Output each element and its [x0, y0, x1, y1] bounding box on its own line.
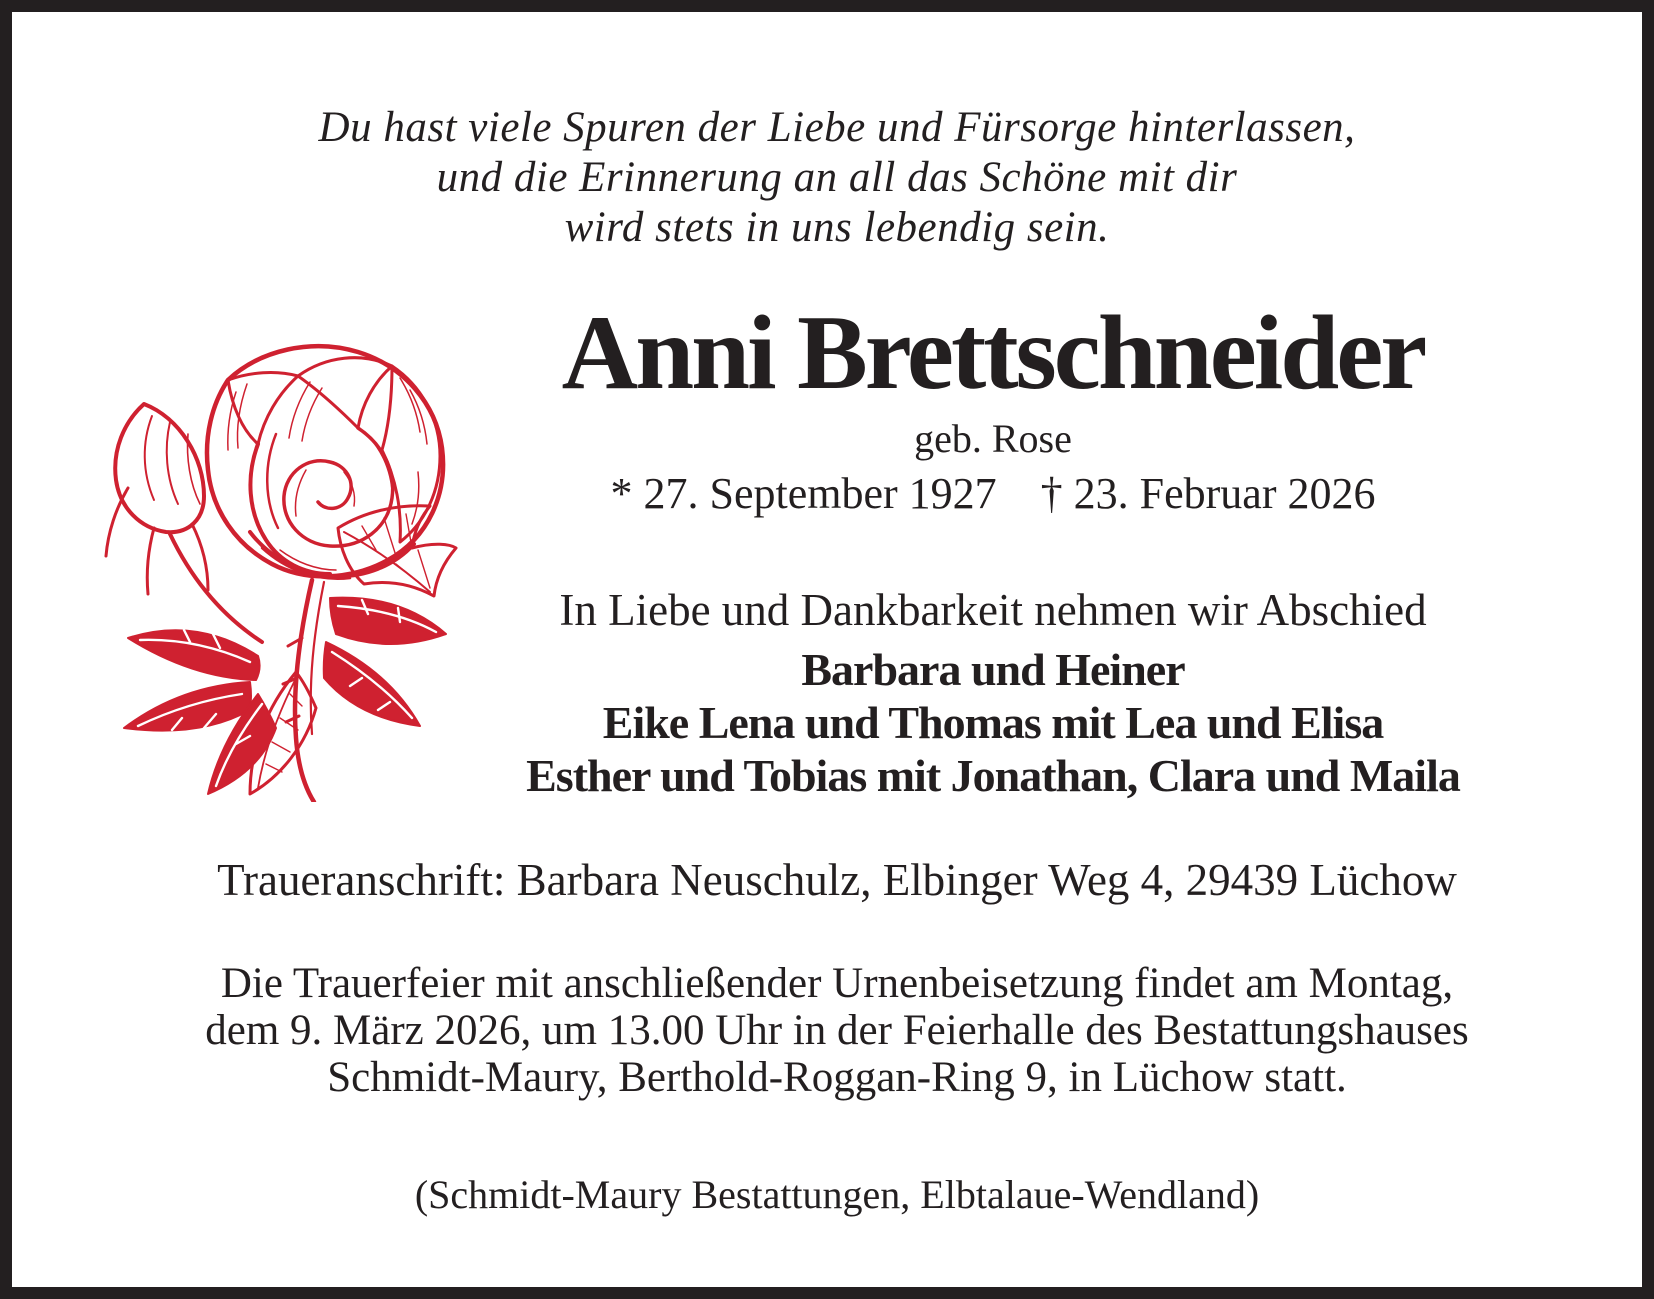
rose-icon — [100, 342, 460, 802]
epigraph — [32, 103, 1642, 253]
death-date: † 23. Februar 2026 — [1040, 469, 1376, 518]
mourner-line-1: Barbara und Heiner — [801, 644, 1185, 695]
service-line-3: Schmidt-Maury, Berthold-Roggan-Ring 9, in Lüchow statt. — [327, 1054, 1347, 1101]
life-dates — [344, 468, 1642, 520]
farewell-line: In Liebe und Dankbarkeit nehmen wir Abschied — [559, 585, 1427, 635]
birth-date: * 27. September 1927 — [610, 469, 997, 518]
funeral-home-credit: (Schmidt-Maury Bestattungen, Elbtalaue-Wendland) — [414, 1172, 1260, 1217]
deceased-name: Anni Brettschneider — [561, 294, 1425, 411]
service-info — [32, 960, 1642, 1101]
epigraph-line-3: wird stets in uns lebendig sein. — [564, 204, 1110, 251]
service-line-2: dem 9. März 2026, um 13.00 Uhr in der Feierhalle des Bestattungshauses — [205, 1007, 1469, 1054]
service-line-1: Die Trauerfeier mit anschließender Urnenbeisetzung findet am Montag, — [220, 960, 1454, 1007]
mourner-line-3: Esther und Tobias mit Jonathan, Clara und Maila — [526, 750, 1460, 801]
memorial-block — [344, 294, 1642, 802]
epigraph-line-2: und die Erinnerung an all das Schöne mit dir — [436, 154, 1238, 201]
mourners-list — [344, 643, 1642, 802]
mourner-line-2: Eike Lena und Thomas mit Lea und Elisa — [602, 697, 1384, 748]
epigraph-line-1: Du hast viele Spuren der Liebe und Fürsorge hinterlassen, — [318, 104, 1356, 151]
maiden-name: geb. Rose — [914, 416, 1072, 461]
condolence-address: Traueranschrift: Barbara Neuschulz, Elbinger Weg 4, 29439 Lüchow — [217, 855, 1457, 905]
